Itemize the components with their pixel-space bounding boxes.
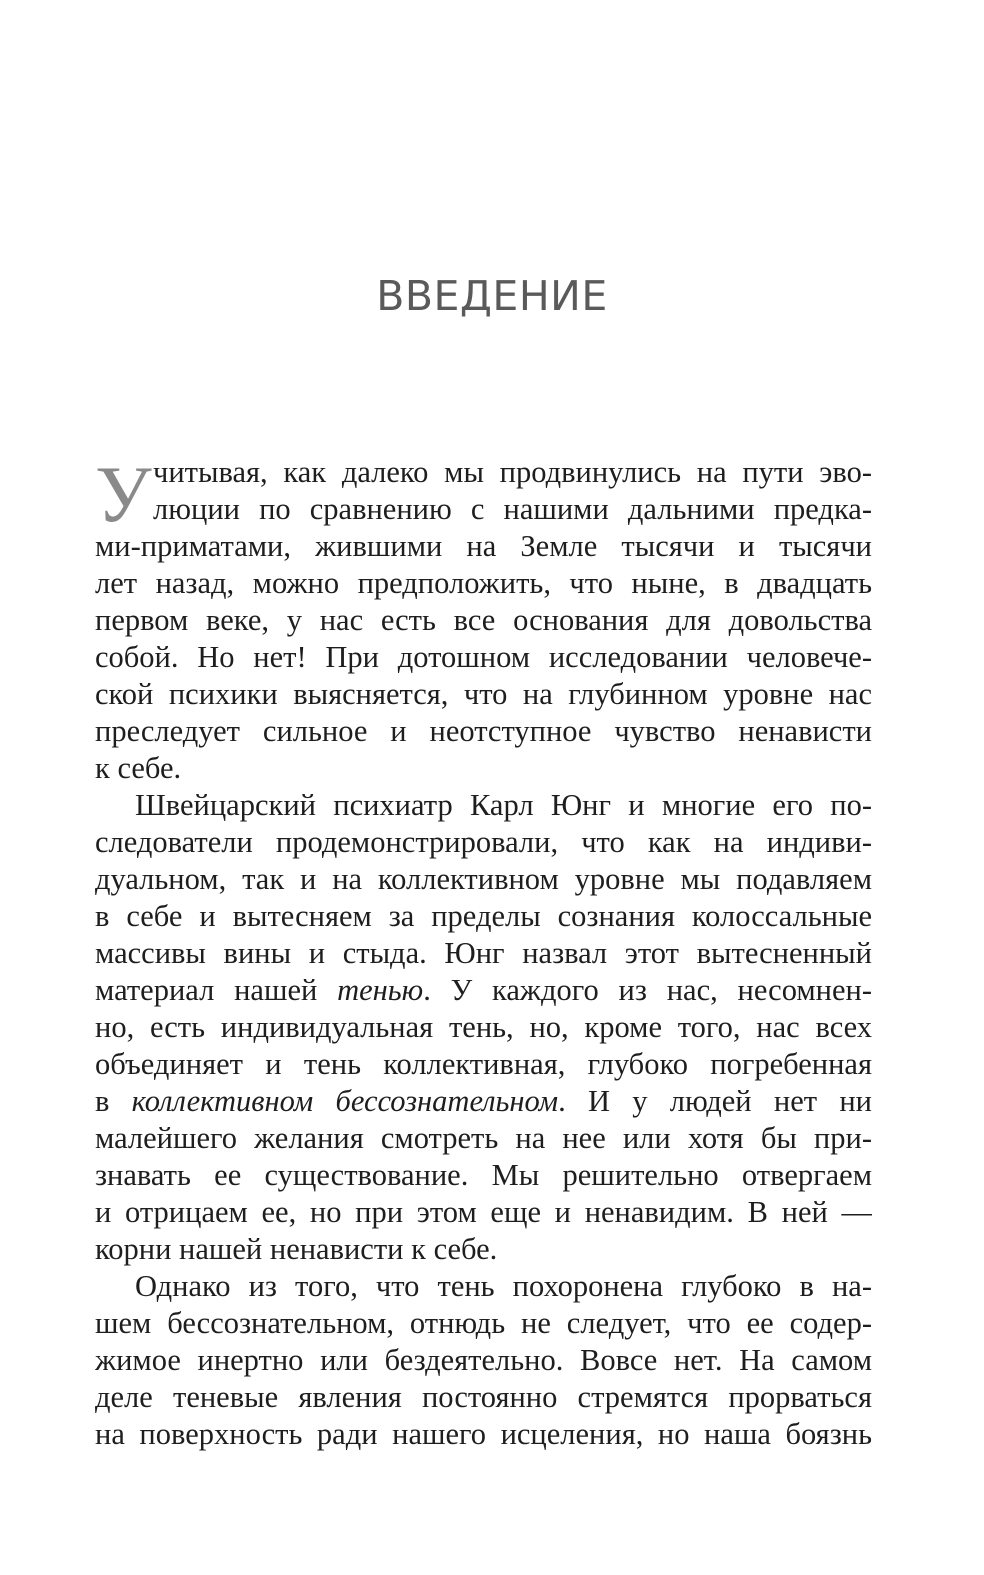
text-line: дуальном, так и на коллективном уровне мы подавляем (95, 862, 872, 896)
text-line: в себе и вытесняем за пределы сознания колоссальные (95, 899, 872, 933)
text-line: знавать ее существование. Мы решительно отвергаем (95, 1158, 872, 1192)
text-line: на поверхность ради нашего исцеления, но наша боязнь (95, 1417, 872, 1451)
text-run: материал нашей (95, 973, 338, 1007)
text-line: деле теневые явления постоянно стремятся прорваться (95, 1380, 872, 1414)
text-line: лет назад, можно предположить, что ныне, в двадцать (95, 566, 872, 600)
text-line: объединяет и тень коллективная, глубоко погребенная (95, 1047, 872, 1081)
text-line-mixed (95, 972, 872, 1009)
text-line: шем бессознательном, отнюдь не следует, что ее содер- (95, 1306, 872, 1340)
text-line: но, есть индивидуальная тень, но, кроме того, нас всех (95, 1010, 872, 1044)
text-line: малейшего желания смотреть на нее или хотя бы при- (95, 1121, 872, 1155)
text-line: корни нашей ненависти к себе. (95, 1232, 498, 1266)
body-text (95, 451, 872, 1453)
text-line: Однако из того, что тень похоронена глубоко в на- (135, 1269, 872, 1303)
text-line: к себе. (95, 751, 182, 785)
text-line: собой. Но нет! При дотошном исследовании человече- (95, 640, 872, 674)
paragraph-3 (95, 1268, 872, 1453)
paragraph-2 (95, 787, 872, 1268)
text-line: люции по сравнению с нашими дальними предка- (153, 492, 872, 526)
chapter-title: ВВЕДЕНИЕ (376, 272, 608, 320)
text-run: . У каждого из нас, несомнен- (423, 973, 872, 1007)
text-line: следователи продемонстрировали, что как на индиви- (95, 825, 872, 859)
text-line: Швейцарский психиатр Карл Юнг и многие его по- (135, 788, 872, 822)
text-run: в (95, 1084, 132, 1118)
text-line: ской психики выясняется, что на глубинном уровне нас (95, 677, 872, 711)
text-line: и отрицаем ее, но при этом еще и ненавидим. В ней — (95, 1195, 872, 1229)
text-line: первом веке, у нас есть все основания для довольства (95, 603, 872, 637)
text-line: читывая, как далеко мы продвинулись на пути эво- (153, 455, 872, 489)
paragraph-1 (95, 451, 872, 787)
text-line: ми-приматами, жившими на Земле тысячи и тысячи (95, 529, 872, 563)
italic-term: тенью (337, 973, 424, 1007)
text-run: . И у людей нет ни (558, 1084, 872, 1118)
italic-term: коллективном бессознательном (131, 1084, 559, 1118)
text-line: массивы вины и стыда. Юнг назвал этот вытесненный (95, 936, 872, 970)
text-line: жимое инертно или бездеятельно. Вовсе нет. На самом (95, 1343, 872, 1377)
text-line: преследует сильное и неотступное чувство ненависти (95, 714, 872, 748)
drop-cap: У (95, 451, 152, 539)
text-line-mixed (95, 1083, 872, 1120)
